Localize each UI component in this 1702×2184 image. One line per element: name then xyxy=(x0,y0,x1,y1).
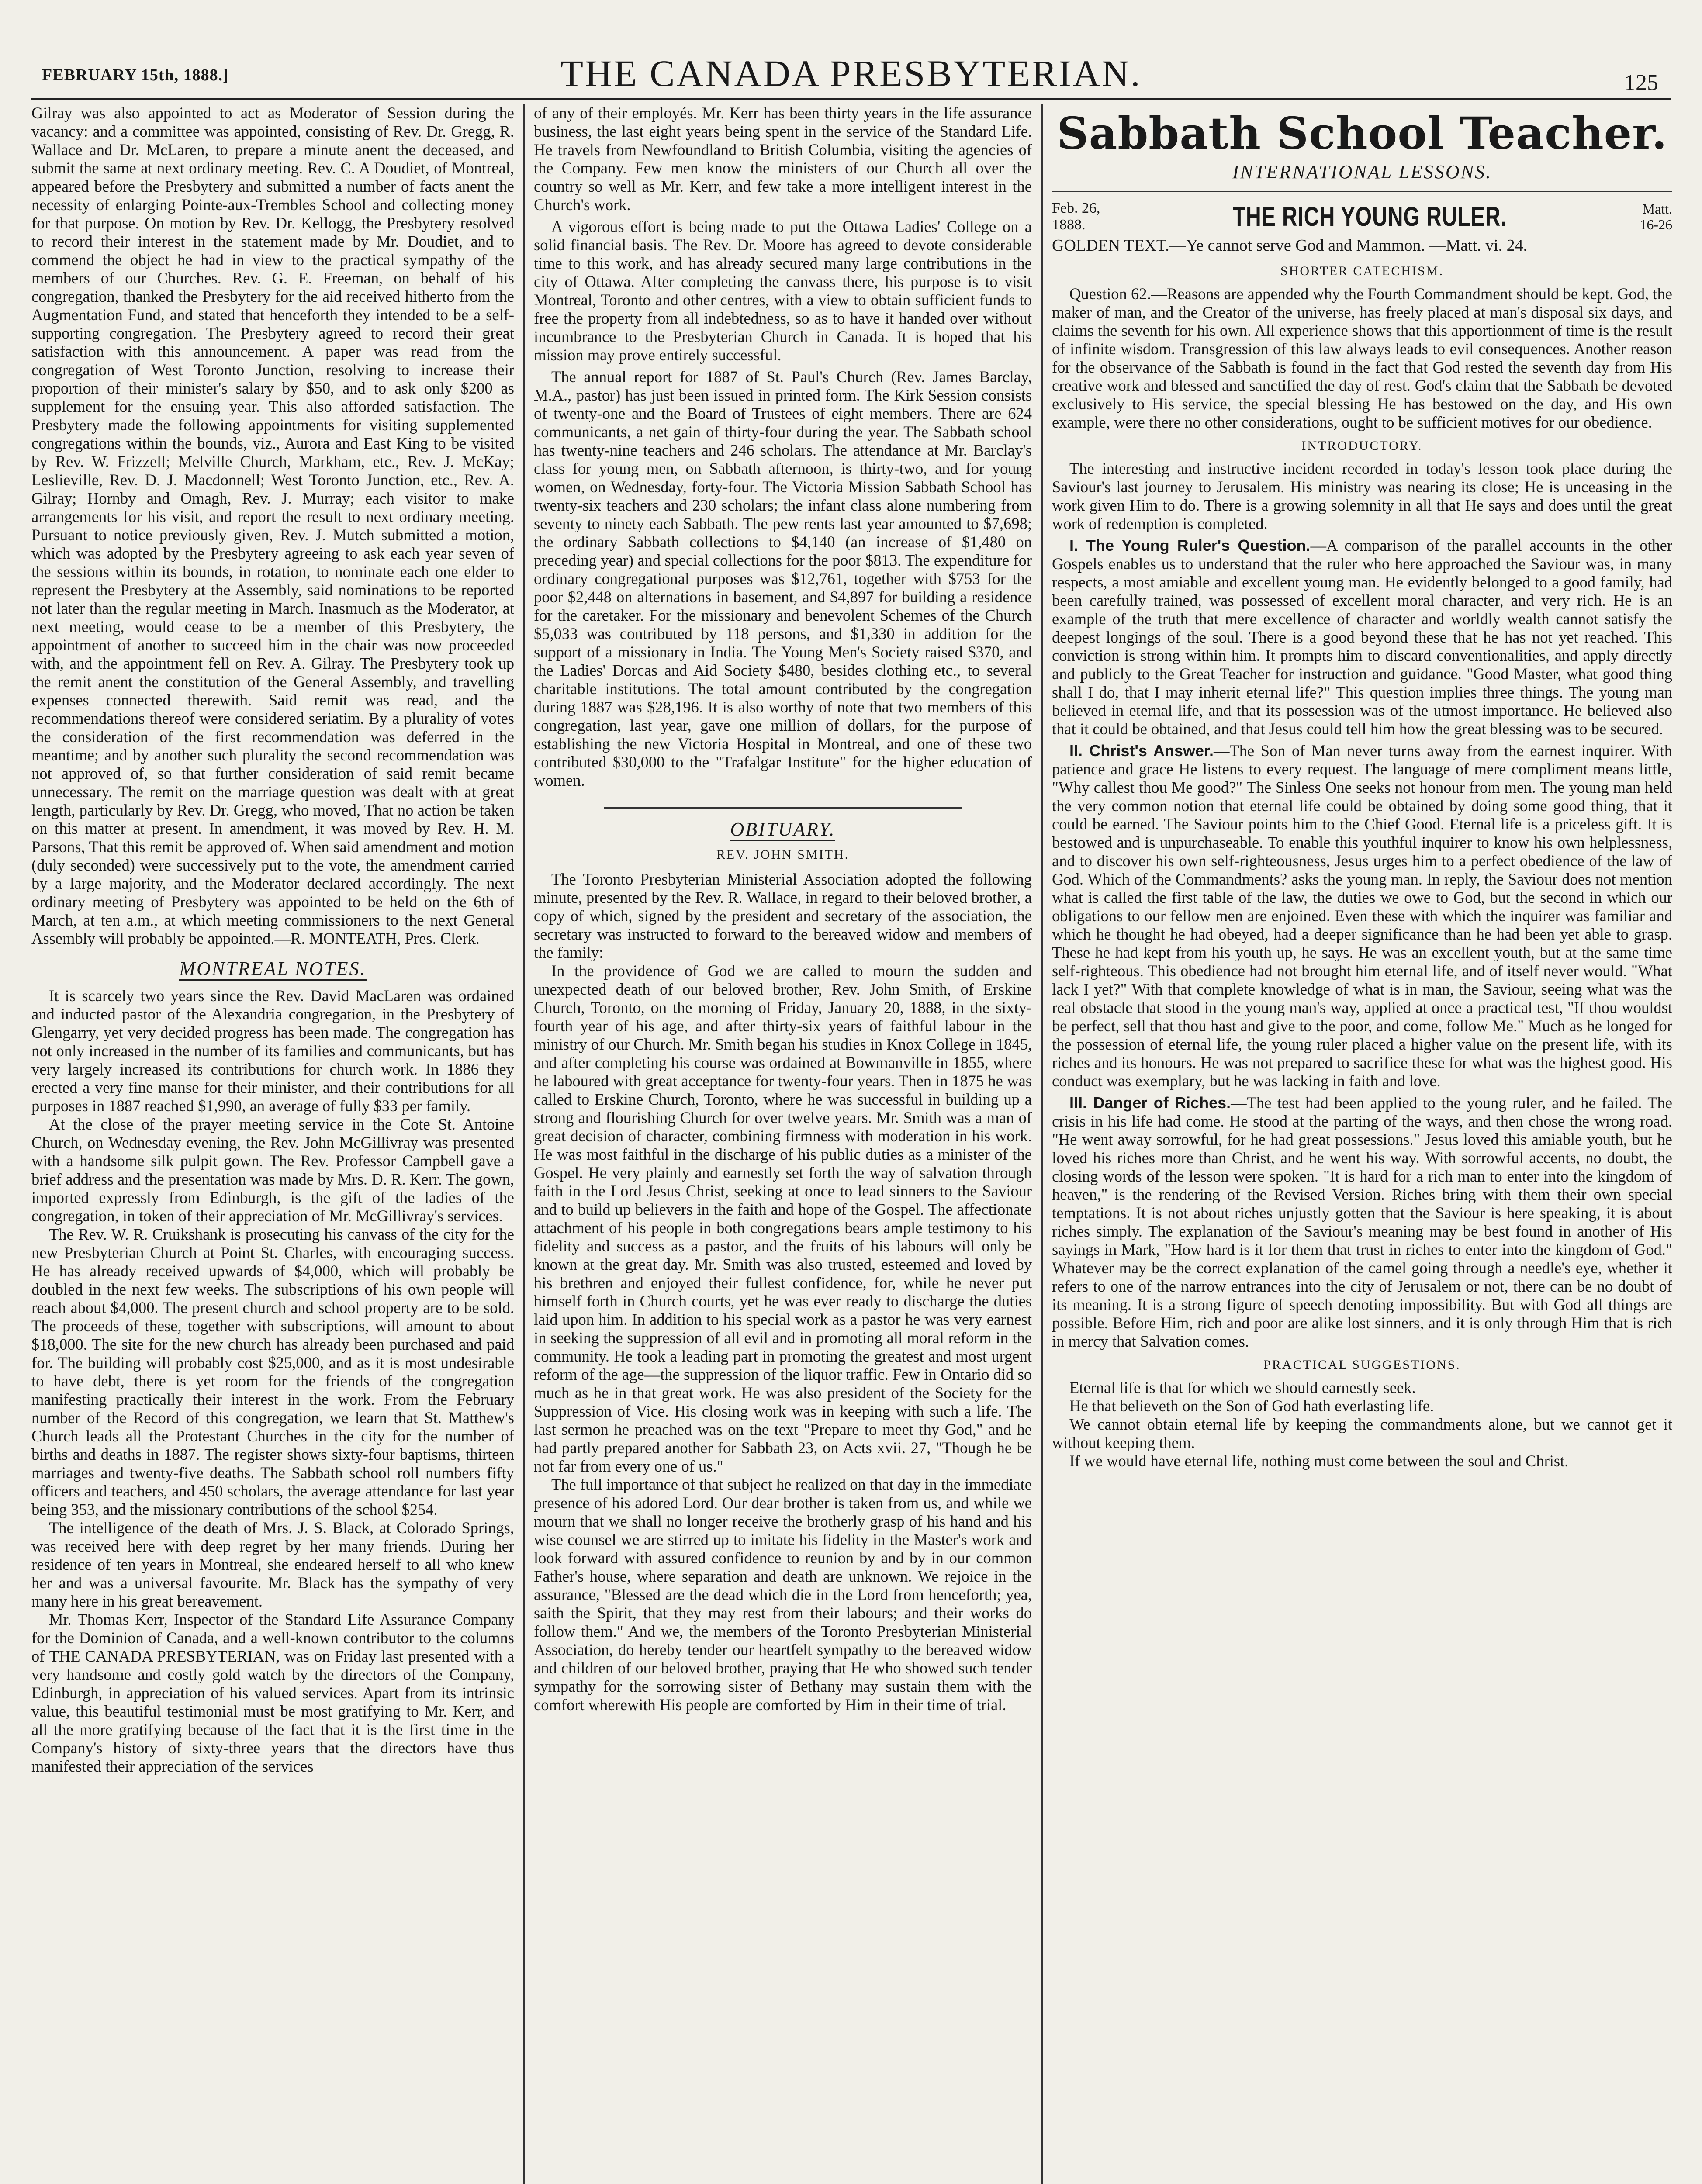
issue-date: FEBRUARY 15th, 1888.] xyxy=(42,66,229,84)
obituary-paragraph: The Toronto Presbyterian Ministerial Association adopted the following minute, presented by the Rev. R. Wallace, in regard to their beloved brother, a copy of which, signed by the president and secretary of the association, the secretary was instructed to forward to the bereaved widow and members of the family: xyxy=(534,870,1032,961)
practical-item: We cannot obtain eternal life by keeping the commandments alone, but we cannot get it without keeping them. xyxy=(1052,1415,1672,1451)
montreal-notes-heading: MONTREAL NOTES. xyxy=(31,957,514,980)
international-lessons-heading: INTERNATIONAL LESSONS. xyxy=(1232,161,1492,183)
lesson-section: II. Christ's Answer.—The Son of Man never turns away from the earnest inquirer. With patience and grace He listens to every request. The language of mere compliment means little, "Why callest thou Me good?" The Sinless One seeks not honour from men. The young man held the very common notion that eternal life could be obtained by doing some good thing, that it could be earned. The Saviour points him to the Chief Good. Eternal life is a priceless gift. It is bestowed and is unpurchaseable. To enable this youthful inquirer to know his own helplessness, and to discover his own self-righteousness, Jesus urges him to a perfect obedience of the law of God. Which of the Commandments? asks the young man. In reply, the Saviour does not mention what is called the first table of the law, the duties we owe to God, but the second in which our obligations to our fellow men are enjoined. Even these with which the inquirer was familiar and which he thought he had obeyed, had a deeper significance than he had been yet able to grasp. These he had kept from his youth up, he says. He was an excellent youth, but at the same time self-righteous. This obedience had not brought him eternal life, and of itself never would. "What lack I yet?" With that complete knowledge of what is in man, the Saviour, seeing what was the real obstacle that stood in the young man's way, applied at once a practical test, "If thou wouldst be perfect, sell that thou hast and give to the poor, and come, follow Me." Much as he longed for the possession of eternal life, the young ruler placed a higher value on the present life, with its riches and its honours. He was not prepared to sacrifice these for what was the highest good. His conduct was exemplary, but he was lacking in faith and love. xyxy=(1052,742,1672,1090)
catechism-text: Question 62.—Reasons are appended why the Fourth Commandment should be kept. God, the maker of man, and the Creator of the universe, has freely placed at man's disposal six days, and claims the seventh for his own. All experience shows that this apportionment of time is the result of infinite wisdom. Transgression of this law always leads to evil consequences. Another reason for the observance of the Sabbath is found in the fact that God rested the seventh day from His creative work and blessed and sanctified the day of rest. God's claim that the Sabbath be devoted exclusively to His service, the special blessing He has bestowed on the day, and His own example, were there no other considerations, ought to be sufficient motives for our obedience. xyxy=(1052,285,1672,431)
column-2 xyxy=(534,104,1032,2184)
article-paragraph: It is scarcely two years since the Rev. David MacLaren was ordained and inducted pastor of the Alexandria congregation, in the Presbytery of Glengarry, yet very decided progress has been made. The congregation has not only increased in the number of its families and communicants, but has very largely increased its contributions for church work. In 1886 they erected a very fine manse for their minister, and their contributions for all purposes in 1887 reached $1,990, an average of fully $33 per family. xyxy=(31,987,514,1115)
section-heading: III. Danger of Riches. xyxy=(1069,1094,1231,1112)
column-3 xyxy=(1052,104,1672,2184)
practical-item: He that believeth on the Son of God hath everlasting life. xyxy=(1069,1397,1434,1415)
catechism-heading: SHORTER CATECHISM. xyxy=(1280,264,1444,278)
article-paragraph: The annual report for 1887 of St. Paul's Church (Rev. James Barclay, M.A., pastor) has just been issued in printed form. The Kirk Session consists of twenty-one and the Board of Trustees of eight members. There are 624 communicants, a net gain of thirty-four during the year. The Sabbath school has twenty-nine teachers and 246 scholars. The attendance at Mr. Barclay's class for young men, on Sabbath afternoon, is thirty-two, and for young women, on Wednesday, forty-four. The Victoria Mission Sabbath School has twenty-six teachers and 230 scholars; the infant class alone numbering from seventy to ninety each Sabbath. The pew rents last year amounted to $7,698; the ordinary Sabbath collections to $4,140 (an increase of $1,480 on preceding year) and special collections for the poor $813. The expenditure for ordinary congregational purposes was $12,761, together with $753 for the poor $2,448 on alternations in basement, and $4,897 for building a residence for the caretaker. For the missionary and benevolent Schemes of the Church $5,033 was contributed by 118 persons, and $1,330 in addition for the support of a missionary in India. The Young Men's Society raised $370, and the Ladies' Dorcas and Aid Society $480, besides clothing etc., to several charitable institutions. The total amount contributed by the congregation during 1887 was $28,196. It is also worthy of note that two members of this congregation, last year, gave one million of dollars, for the purpose of establishing the new Victoria Hospital in Montreal, and one of these two contributed $30,000 to the "Trafalgar Institute" for the higher education of women. xyxy=(534,368,1032,789)
lesson-header xyxy=(1052,200,1672,233)
article-paragraph: The intelligence of the death of Mrs. J. S. Black, at Colorado Springs, was received here with deep regret by her many friends. During her residence of ten years in Montreal, she endeared herself to all who knew her and was a universal favourite. Mr. Black has the sympathy of very many here in his great bereavement. xyxy=(31,1519,514,1610)
column-divider xyxy=(523,104,525,2184)
practical-suggestions-heading: PRACTICAL SUGGESTIONS. xyxy=(1263,1358,1461,1372)
lesson-section: III. Danger of Riches.—The test had been applied to the young ruler, and he failed. The crisis in his life had come. He stood at the parting of the ways, and then chose the wrong road. "He went away sorrowful, for he had great possessions." Jesus loved this amiable youth, but he loved his riches more than Christ, and he went his way. With sorrowful accents, no doubt, the closing words of the lesson were spoken. "It is hard for a rich man to enter into the kingdom of heaven," is the rendering of the Revised Version. Riches bring with them their own special temptations. It is not about riches unjustly gotten that the Saviour is here speaking, it is about riches simply. The explanation of the Saviour's meaning may be best found in another of His sayings in Mark, "How hard is it for them that trust in riches to enter into the kingdom of God." Whatever may be the correct explanation of the camel going through a needle's eye, whether it refers to one of the narrow entrances into the city of Jerusalem or not, there can be no doubt of its meaning. It is a strong figure of speech denoting impossibility. But with God all things are possible. Before Him, rich and poor are alike lost sinners, and it is only through Him that is rich in mercy that Salvation comes. xyxy=(1052,1094,1672,1350)
section-heading: I. The Young Ruler's Question. xyxy=(1069,536,1311,554)
newspaper-title: THE CANADA PRESBYTERIAN. xyxy=(560,52,1142,94)
article-paragraph: of any of their employés. Mr. Kerr has been thirty years in the life assurance business, the last eight years being spent in the service of the Standard Life. He travels from Newfoundland to British Columbia, visiting the agencies of the Company. Few men know the ministers of our Church all over the country so well as Mr. Kerr, and few take a more intelligent interest in the Church's work. xyxy=(534,104,1032,214)
page-number: 125 xyxy=(1624,70,1658,95)
lesson-reference: Matt. 16-26 xyxy=(1640,201,1672,232)
golden-text: GOLDEN TEXT.—Ye cannot serve God and Mammon. —Matt. vi. 24. xyxy=(1052,236,1528,255)
section-heading: II. Christ's Answer. xyxy=(1069,742,1214,760)
practical-item: Eternal life is that for which we should earnestly seek. xyxy=(1069,1379,1416,1396)
practical-item: If we would have eternal life, nothing must come between the soul and Christ. xyxy=(1069,1452,1569,1470)
lesson-title: THE RICH YOUNG RULER. xyxy=(1232,201,1507,232)
header-rule xyxy=(31,98,1671,100)
lesson-date: Feb. 26, 1888. xyxy=(1052,200,1100,233)
article-paragraph: At the close of the prayer meeting service in the Cote St. Antoine Church, on Wednesday evening, the Rev. John McGillivray was presented with a handsome silk pulpit gown. The Rev. Professor Campbell gave a brief address and the presentation was made by Mrs. D. R. Kerr. The gown, imported expressly from Edinburgh, is the gift of the ladies of the congregation, in token of their appreciation of Mr. McGillivray's services. xyxy=(31,1115,514,1225)
lesson-section: I. The Young Ruler's Question.—A comparison of the parallel accounts in the other Gospels enables us to understand that the ruler who here approached the Saviour was, in many respects, a most amiable and excellent young man. He evidently belonged to a good family, had been carefully trained, was possessed of excellent moral character, and very rich. He is an example of the truth that mere excellence of character and worldly wealth cannot satisfy the deepest longings of the soul. There is a good beyond these that he has not yet reached. This conviction is strong within him. It prompts him to discard conventionalities, and apply directly and publicly to the Great Teacher for instruction and guidance. "Good Master, what good thing shall I do, that I may inherit eternal life?" This question implies three things. The young man believed in eternal life, and that its possession was of the utmost importance. He believed also that it could be obtained, and that Jesus could tell him how the great blessing was to be secured. xyxy=(1052,536,1672,738)
article-paragraph: A vigorous effort is being made to put the Ottawa Ladies' College on a solid financial basis. The Rev. Dr. Moore has agreed to devote considerable time to this work, and has already secured many large contributions in the city of Ottawa. After completing the canvass there, his purpose is to visit Montreal, Toronto and other centres, with a view to obtain sufficient funds to free the property from all indebtedness, so as to have it handed over without incumbrance to the Presbyterian Church in Canada. It is hoped that his mission may prove entirely successful. xyxy=(534,218,1032,364)
presbytery-report: Gilray was also appointed to act as Moderator of Session during the vacancy: and a committee was appointed, consisting of Rev. Dr. Gregg, R. Wallace and Dr. McLaren, to prepare a minute anent the deceased, and submit the same at next ordinary meeting. Rev. C. A Doudiet, of Montreal, appeared before the Presbytery and submitted a number of facts anent the necessity of enlarging Pointe-aux-Trembles School and collecting money for that purpose. On motion by Rev. Dr. Kellogg, the Presbytery resolved to record their interest in the statement made by Mr. Doudiet, and to commend the object he had in view to the practical sympathy of the members of our Churches. Rev. G. E. Freeman, on behalf of his congregation, thanked the Presbytery for the aid received hitherto from the Augmentation Fund, and stated that henceforth they intended to be a self-supporting congregation. The Presbytery agreed to record their great satisfaction with this announcement. A paper was read from the congregation of West Toronto Junction, resolving to increase their proportion of their minister's salary by $50, and to ask only $200 as supplement for the ensuing year. This also afforded satisfaction. The Presbytery made the following appointments for visiting supplemented congregations within the bounds, viz., Aurora and East King to be visited by Rev. W. Frizzell; Melville Church, Markham, etc., Rev. J. McKay; Leslieville, Rev. D. J. Macdonnell; West Toronto Junction, etc., Rev. A. Gilray; Hornby and Omagh, Rev. J. Murray; each visitor to make arrangements for his visit, and report the result to next ordinary meeting. Pursuant to notice previously given, Rev. J. Mutch submitted a motion, which was adopted by the Presbytery agreeing to ask each year seven of the sessions within its bounds, in rotation, to nominate each one elder to represent the Presbytery at the Assembly, said nominations to be reported not later than the regular meeting in March. Inasmuch as the Moderator, at next meeting, would cease to be a member of this Presbytery, the appointment of another to succeed him in the chair was now proceeded with, and the appointment fell on Rev. A. Gilray. The Presbytery took up the remit anent the constitution of the General Assembly, and travelling expenses connected therewith. Said remit was read, and the recommendations thereof were considered seriatim. By a plurality of votes the consideration of the first recommendation was deferred in the meantime; and by another such plurality the second recommendation was not approved of, so that further consideration of said remit became unnecessary. The remit on the marriage question was dealt with at great length, particularly by Rev. Dr. Gregg, who moved, That no action be taken on this matter at present. In amendment, it was moved by Rev. H. M. Parsons, That this remit be approved of. When said amendment and motion (duly seconded) were successively put to the vote, the amendment carried by a large majority, and the Moderator declared accordingly. The next ordinary meeting of Presbytery was appointed to be held on the 6th of March, at ten a.m., at which meeting commissioners to the next General Assembly will probably be appointed.—R. MONTEATH, Pres. Clerk. xyxy=(31,104,514,947)
sabbath-school-masthead: Sabbath School Teacher. xyxy=(1057,107,1667,159)
obituary-paragraph: The full importance of that subject he realized on that day in the immediate presence of his adored Lord. Our dear brother is taken from us, and while we mourn that we shall no longer receive the brotherly grasp of his hand and his wise counsel we are stirred up to imitate his fidelity in the Master's work and look forward with assured confidence to reunion by and by in our common Father's house, where separation and death are unknown. We rejoice in the assurance, "Blessed are the dead which die in the Lord from henceforth; yea, saith the Spirit, that they may rest from their labours; and their works do follow them." And we, the members of the Toronto Presbyterian Ministerial Association, do hereby tender our heartfelt sympathy to the bereaved widow and children of our beloved brother, praying that He who showed such tender sympathy for the sorrowing sister of Bethany may sustain them with the comfort wherewith His people are comforted by Him in their time of trial. xyxy=(534,1476,1032,1714)
article-paragraph: The Rev. W. R. Cruikshank is prosecuting his canvass of the city for the new Presbyterian Church at Point St. Charles, with encouraging success. He has already received upwards of $4,000, which will probably be doubled in the next few weeks. The subscriptions of his own people will reach about $4,000. The present church and school property are to be sold. The proceeds of these, together with subscriptions, will amount to about $18,000. The site for the new church has already been purchased and paid for. The building will probably cost $25,000, and as it is most undesirable to have debt, there is yet room for the friends of the congregation manifesting practically their interest in the work. From the February number of the Record of this congregation, we learn that St. Matthew's Church leads all the Protestant Churches in the city for the number of births and deaths in 1887. The register shows sixty-four baptisms, thirteen marriages and twenty-five deaths. The Sabbath school roll numbers fifty officers and teachers, and 450 scholars, the average attendance for last year being 353, and the missionary contributions of the school $254. xyxy=(31,1225,514,1518)
divider-rule xyxy=(1052,191,1672,192)
introductory-heading: INTRODUCTORY. xyxy=(1301,439,1423,453)
obituary-paragraph: In the providence of God we are called to mourn the sudden and unexpected death of our beloved brother, Rev. John Smith, of Erskine Church, Toronto, on the morning of Friday, January 20, 1888, in the sixty-fourth year of his age, and after thirty-six years of faithful labour in the ministry of our Church. Mr. Smith began his studies in Knox College in 1845, and after completing his course was ordained at Bowmanville in 1855, where he laboured with great acceptance for twenty-four years. Then in 1875 he was called to Erskine Church, Toronto, where he was successful in building up a strong and flourishing Church for over twelve years. Mr. Smith was a man of great decision of character, combining firmness with moderation in his work. He was most faithful in the discharge of his public duties as a minister of the Gospel. He very plainly and earnestly set forth the way of salvation through faith in the Lord Jesus Christ, seeking at once to lead sinners to the Saviour and to build up believers in the faith and hope of the Gospel. The affectionate attachment of his people in both congregations bears ample testimony to his fidelity and success as a pastor, and the fruits of his labours will only be known at the great day. Mr. Smith was also trusted, esteemed and loved by his brethren and enjoyed their fullest confidence, for, while he never put himself forth in Church courts, yet he was ever ready to discharge the duties laid upon him. In addition to his special work as a pastor he was very earnest in seeking the suppression of all evil and in promoting all moral reform in the community. He took a leading part in promoting the greatest and most urgent reform of the age—the suppression of the liquor traffic. Few in Ontario did so much as he in that great work. He was also president of the Society for the Suppression of Vice. His closing work was in keeping with such a life. The last sermon he preached was on the text "Prepare to meet thy God," and he had partly prepared another for Sabbath 23, on Acts xvii. 27, "Though he be not far from every one of us." xyxy=(534,962,1032,1475)
column-divider xyxy=(1041,104,1043,2184)
column-1 xyxy=(31,104,514,2184)
divider-rule xyxy=(604,807,962,809)
page-header xyxy=(0,0,1702,100)
introductory-text: The interesting and instructive incident recorded in today's lesson took place during the Saviour's last journey to Jerusalem. His ministry was nearing its close; He is unceasing in the work given Him to do. There is a growing solemnity in all that He says and does until the great work of redemption is completed. xyxy=(1052,460,1672,532)
obituary-subheading: REV. JOHN SMITH. xyxy=(716,847,850,862)
article-paragraph: Mr. Thomas Kerr, Inspector of the Standard Life Assurance Company for the Dominion of Canada, and a well-known contributor to the columns of THE CANADA PRESBYTERIAN, was on Friday last presented with a very handsome and costly gold watch by the directors of the Company, Edinburgh, in appreciation of his valued services. Apart from its intrinsic value, this beautiful testimonial must be most gratifying to Mr. Kerr, and all the more gratifying because of the fact that it is the first time in the Company's history of sixty-three years that the directors have thus manifested their appreciation of the services xyxy=(31,1610,514,1775)
obituary-heading: OBITUARY. xyxy=(534,818,1032,840)
